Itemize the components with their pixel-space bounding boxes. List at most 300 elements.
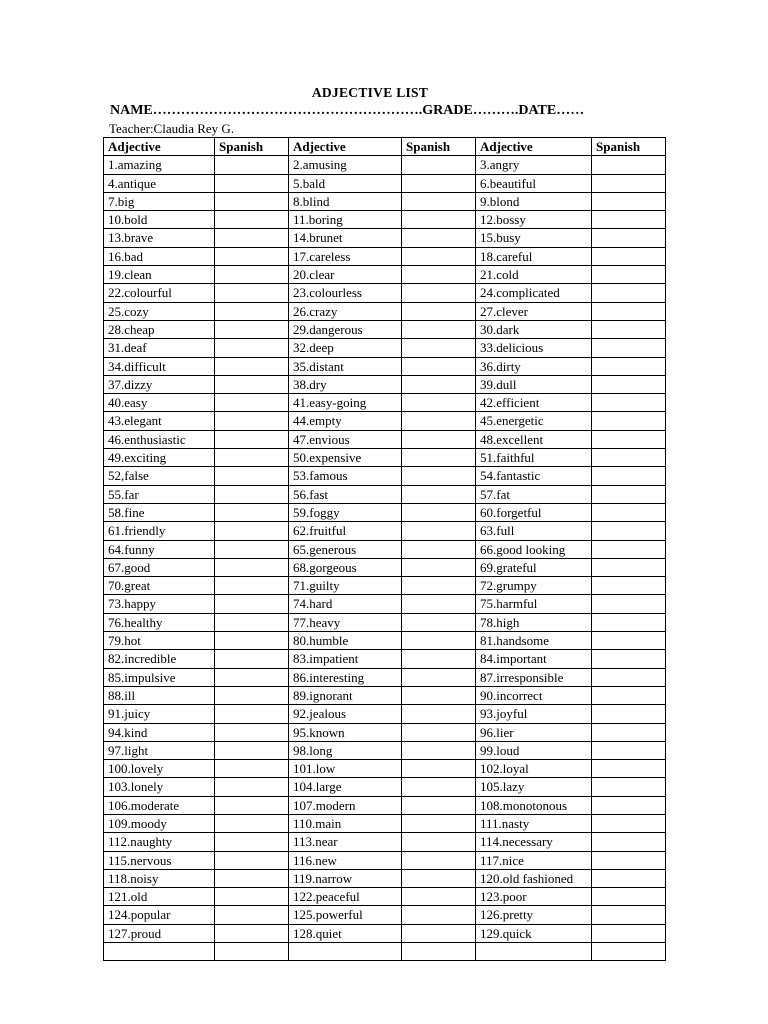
adjective-cell: 88.ill [104,686,215,704]
table-row [104,632,666,650]
spanish-answer-cell[interactable] [402,906,476,924]
spanish-answer-cell[interactable] [592,503,666,521]
spanish-answer-cell[interactable] [592,284,666,302]
adjective-cell: 108.monotonous [476,796,592,814]
adjective-cell: 26.crazy [289,302,402,320]
table-row [104,540,666,558]
adjective-cell: 74.hard [289,595,402,613]
adjective-cell: 42.efficient [476,394,592,412]
spanish-answer-cell[interactable] [402,266,476,284]
adjective-cell: 67.good [104,558,215,576]
spanish-answer-cell[interactable] [402,375,476,393]
adjective-cell: 128.quiet [289,924,402,942]
adjective-cell: 18.careful [476,247,592,265]
table-row [104,906,666,924]
spanish-answer-cell[interactable] [402,540,476,558]
spanish-answer-cell[interactable] [215,814,289,832]
table-row [104,650,666,668]
spanish-answer-cell[interactable] [215,503,289,521]
adjective-cell: 111.nasty [476,814,592,832]
spanish-answer-cell[interactable] [215,613,289,631]
adjective-cell: 122.peaceful [289,888,402,906]
adjective-cell: 75.harmful [476,595,592,613]
table-row [104,668,666,686]
spanish-answer-cell[interactable] [215,723,289,741]
adjective-cell: 34.difficult [104,357,215,375]
spanish-answer-cell[interactable] [402,284,476,302]
adjective-cell: 37.dizzy [104,375,215,393]
adjective-cell: 1.amazing [104,156,215,174]
spanish-answer-cell[interactable] [592,467,666,485]
spanish-answer-cell[interactable] [215,650,289,668]
table-row [104,284,666,302]
spanish-answer-cell[interactable] [402,760,476,778]
spanish-answer-cell[interactable] [592,869,666,887]
table-row [104,485,666,503]
spanish-answer-cell[interactable] [215,485,289,503]
adjective-cell: 64.funny [104,540,215,558]
spanish-answer-cell[interactable] [215,394,289,412]
adjective-cell: 6.beautiful [476,174,592,192]
adjective-cell: 93.joyful [476,705,592,723]
adjective-cell: 19.clean [104,266,215,284]
adjective-cell: 24.complicated [476,284,592,302]
spanish-answer-cell[interactable] [215,869,289,887]
spanish-answer-cell[interactable] [402,302,476,320]
adjective-cell: 30.dark [476,320,592,338]
table-row [104,741,666,759]
spanish-answer-cell[interactable] [215,668,289,686]
spanish-answer-cell[interactable] [215,851,289,869]
spanish-answer-cell[interactable] [215,595,289,613]
spanish-answer-cell[interactable] [215,943,289,961]
adjective-cell: 12.bossy [476,211,592,229]
spanish-answer-cell[interactable] [215,302,289,320]
spanish-answer-cell[interactable] [215,540,289,558]
spanish-answer-cell[interactable] [592,778,666,796]
spanish-answer-cell[interactable] [402,778,476,796]
spanish-answer-cell[interactable] [215,558,289,576]
spanish-answer-cell[interactable] [592,266,666,284]
spanish-answer-cell[interactable] [215,888,289,906]
spanish-answer-cell[interactable] [215,430,289,448]
table-row [104,192,666,210]
adjective-cell: 13.brave [104,229,215,247]
adjective-cell: 2.amusing [289,156,402,174]
spanish-answer-cell[interactable] [592,485,666,503]
spanish-answer-cell[interactable] [402,174,476,192]
spanish-answer-cell[interactable] [215,449,289,467]
spanish-answer-cell[interactable] [402,394,476,412]
adjective-cell: 5.bald [289,174,402,192]
spanish-answer-cell[interactable] [402,686,476,704]
adjective-cell: 97.light [104,741,215,759]
adjective-cell: 44.empty [289,412,402,430]
spanish-answer-cell[interactable] [402,247,476,265]
spanish-answer-cell[interactable] [215,247,289,265]
spanish-answer-cell[interactable] [592,796,666,814]
adjective-cell: 45.energetic [476,412,592,430]
adjective-cell: 90.incorrect [476,686,592,704]
spanish-answer-cell[interactable] [215,211,289,229]
spanish-answer-cell[interactable] [592,814,666,832]
adjective-cell: 31.deaf [104,339,215,357]
table-row [104,705,666,723]
table-row [104,760,666,778]
adjective-cell: 22.colourful [104,284,215,302]
spanish-answer-cell[interactable] [402,924,476,942]
adjective-cell: 33.delicious [476,339,592,357]
adjective-cell: 100.lovely [104,760,215,778]
adjective-cell: 78.high [476,613,592,631]
adjective-cell: 57.fat [476,485,592,503]
spanish-answer-cell[interactable] [402,558,476,576]
table-row [104,869,666,887]
adjective-cell: 10.bold [104,211,215,229]
adjective-cell: 116.new [289,851,402,869]
spanish-answer-cell[interactable] [215,229,289,247]
spanish-answer-cell[interactable] [402,869,476,887]
spanish-answer-cell[interactable] [402,888,476,906]
table-row [104,924,666,942]
spanish-answer-cell[interactable] [402,339,476,357]
adjective-cell: 123.poor [476,888,592,906]
adjective-cell: 81.handsome [476,632,592,650]
spanish-answer-cell[interactable] [215,924,289,942]
adjective-cell: 28.cheap [104,320,215,338]
spanish-answer-cell[interactable] [402,650,476,668]
spanish-answer-cell[interactable] [592,357,666,375]
spanish-answer-cell[interactable] [592,192,666,210]
spanish-answer-cell[interactable] [592,302,666,320]
adjective-cell: 76.healthy [104,613,215,631]
adjective-cell: 99.loud [476,741,592,759]
adjective-cell: 66.good looking [476,540,592,558]
adjective-cell: 83.impatient [289,650,402,668]
spanish-answer-cell[interactable] [215,375,289,393]
adjective-cell: 56.fast [289,485,402,503]
adjective-cell: 82.incredible [104,650,215,668]
adjective-cell: 41.easy-going [289,394,402,412]
adjective-cell: 92.jealous [289,705,402,723]
spanish-answer-cell[interactable] [215,796,289,814]
table-row [104,613,666,631]
spanish-answer-cell[interactable] [402,814,476,832]
spanish-answer-cell[interactable] [215,174,289,192]
adjective-cell: 68.gorgeous [289,558,402,576]
adjective-cell: 126.pretty [476,906,592,924]
adjective-cell: 8.blind [289,192,402,210]
column-header-spanish: Spanish [592,138,666,156]
adjective-cell: 77.heavy [289,613,402,631]
adjective-cell: 25.cozy [104,302,215,320]
adjective-cell: 16.bad [104,247,215,265]
table-row [104,522,666,540]
spanish-answer-cell[interactable] [592,320,666,338]
adjective-cell: 39.dull [476,375,592,393]
table-row [104,577,666,595]
adjective-cell: 3.angry [476,156,592,174]
spanish-answer-cell[interactable] [402,796,476,814]
adjective-cell [476,943,592,961]
adjective-cell: 23.colourless [289,284,402,302]
adjective-cell: 65.generous [289,540,402,558]
table-row [104,247,666,265]
spanish-answer-cell[interactable] [402,229,476,247]
spanish-answer-cell[interactable] [402,485,476,503]
spanish-answer-cell[interactable] [592,211,666,229]
spanish-answer-cell[interactable] [402,833,476,851]
adjective-cell: 94.kind [104,723,215,741]
adjective-cell: 84.important [476,650,592,668]
adjective-table [103,137,666,961]
table-row [104,156,666,174]
table-row [104,943,666,961]
adjective-cell: 58.fine [104,503,215,521]
table-row [104,888,666,906]
spanish-answer-cell[interactable] [215,778,289,796]
spanish-answer-cell[interactable] [592,412,666,430]
adjective-cell: 95.known [289,723,402,741]
adjective-cell: 50.expensive [289,449,402,467]
spanish-answer-cell[interactable] [592,833,666,851]
spanish-answer-cell[interactable] [215,266,289,284]
adjective-cell: 20.clear [289,266,402,284]
adjective-cell: 125.powerful [289,906,402,924]
spanish-answer-cell[interactable] [592,558,666,576]
spanish-answer-cell[interactable] [592,705,666,723]
spanish-answer-cell[interactable] [592,449,666,467]
table-row [104,833,666,851]
spanish-answer-cell[interactable] [215,906,289,924]
spanish-answer-cell[interactable] [215,467,289,485]
spanish-answer-cell[interactable] [402,668,476,686]
adjective-cell: 72.grumpy [476,577,592,595]
adjective-cell: 53.famous [289,467,402,485]
adjective-cell: 49.exciting [104,449,215,467]
spanish-answer-cell[interactable] [215,339,289,357]
spanish-answer-cell[interactable] [402,741,476,759]
spanish-answer-cell[interactable] [402,412,476,430]
spanish-answer-cell[interactable] [592,577,666,595]
table-row [104,796,666,814]
adjective-cell: 43.elegant [104,412,215,430]
adjective-cell: 91.juicy [104,705,215,723]
spanish-answer-cell[interactable] [215,632,289,650]
spanish-answer-cell[interactable] [592,375,666,393]
adjective-cell [104,943,215,961]
table-row [104,467,666,485]
adjective-cell: 109.moody [104,814,215,832]
spanish-answer-cell[interactable] [592,394,666,412]
adjective-cell: 85.impulsive [104,668,215,686]
adjective-cell: 51.faithful [476,449,592,467]
spanish-answer-cell[interactable] [592,924,666,942]
spanish-answer-cell[interactable] [402,467,476,485]
adjective-cell: 124.popular [104,906,215,924]
spanish-answer-cell[interactable] [592,595,666,613]
spanish-answer-cell[interactable] [402,211,476,229]
adjective-cell: 102.loyal [476,760,592,778]
adjective-cell: 11.boring [289,211,402,229]
adjective-cell: 71.guilty [289,577,402,595]
spanish-answer-cell[interactable] [402,851,476,869]
adjective-cell: 59.foggy [289,503,402,521]
adjective-cell: 79.hot [104,632,215,650]
spanish-answer-cell[interactable] [402,632,476,650]
table-row [104,851,666,869]
spanish-answer-cell[interactable] [215,705,289,723]
spanish-answer-cell[interactable] [592,668,666,686]
table-row [104,595,666,613]
adjective-cell: 73.happy [104,595,215,613]
spanish-answer-cell[interactable] [215,760,289,778]
teacher-line: Teacher:Claudia Rey G. [109,121,235,136]
spanish-answer-cell[interactable] [592,247,666,265]
spanish-answer-cell[interactable] [592,632,666,650]
column-header-spanish: Spanish [402,138,476,156]
table-row [104,558,666,576]
adjective-cell: 70.great [104,577,215,595]
adjective-cell: 17.careless [289,247,402,265]
column-header-adjective: Adjective [476,138,592,156]
adjective-cell: 27.clever [476,302,592,320]
table-body [104,156,666,961]
spanish-answer-cell[interactable] [215,320,289,338]
table-row [104,430,666,448]
adjective-cell: 121.old [104,888,215,906]
spanish-answer-cell[interactable] [402,943,476,961]
document-title: ADJECTIVE LIST [311,85,429,100]
table-row [104,686,666,704]
spanish-answer-cell[interactable] [592,686,666,704]
column-header-adjective: Adjective [104,138,215,156]
adjective-cell: 119.narrow [289,869,402,887]
adjective-cell: 127.proud [104,924,215,942]
spanish-answer-cell[interactable] [592,613,666,631]
adjective-cell: 29.dangerous [289,320,402,338]
spanish-answer-cell[interactable] [402,613,476,631]
spanish-answer-cell[interactable] [592,229,666,247]
table-row [104,394,666,412]
spanish-answer-cell[interactable] [215,686,289,704]
spanish-answer-cell[interactable] [592,741,666,759]
table-row [104,174,666,192]
adjective-cell: 62.fruitful [289,522,402,540]
spanish-answer-cell[interactable] [592,906,666,924]
adjective-cell: 101.low [289,760,402,778]
adjective-cell: 21.cold [476,266,592,284]
adjective-cell: 106.moderate [104,796,215,814]
spanish-answer-cell[interactable] [592,339,666,357]
adjective-cell: 69.grateful [476,558,592,576]
spanish-answer-cell[interactable] [592,943,666,961]
spanish-answer-cell[interactable] [592,650,666,668]
spanish-answer-cell[interactable] [402,192,476,210]
table-row [104,375,666,393]
adjective-cell: 4.antique [104,174,215,192]
table-row [104,357,666,375]
table-row [104,412,666,430]
table-row [104,320,666,338]
spanish-answer-cell[interactable] [402,595,476,613]
spanish-answer-cell[interactable] [402,320,476,338]
spanish-answer-cell[interactable] [215,156,289,174]
table-row [104,503,666,521]
spanish-answer-cell[interactable] [215,833,289,851]
adjective-cell: 104.large [289,778,402,796]
adjective-cell: 89.ignorant [289,686,402,704]
spanish-answer-cell[interactable] [592,156,666,174]
spanish-answer-cell[interactable] [402,503,476,521]
adjective-cell: 120.old fashioned [476,869,592,887]
spanish-answer-cell[interactable] [215,357,289,375]
adjective-cell: 48.excellent [476,430,592,448]
adjective-cell: 80.humble [289,632,402,650]
table-row [104,211,666,229]
spanish-answer-cell[interactable] [592,760,666,778]
spanish-answer-cell[interactable] [215,192,289,210]
spanish-answer-cell[interactable] [215,284,289,302]
adjective-cell: 55.far [104,485,215,503]
spanish-answer-cell[interactable] [592,723,666,741]
spanish-answer-cell[interactable] [402,705,476,723]
spanish-answer-cell[interactable] [215,412,289,430]
table-header-row [104,138,666,156]
adjective-cell: 63.full [476,522,592,540]
adjective-cell: 105.lazy [476,778,592,796]
spanish-answer-cell[interactable] [215,577,289,595]
spanish-answer-cell[interactable] [592,851,666,869]
table-row [104,778,666,796]
adjective-cell: 9.blond [476,192,592,210]
spanish-answer-cell[interactable] [592,888,666,906]
table-row [104,302,666,320]
table-row [104,229,666,247]
adjective-cell: 113.near [289,833,402,851]
adjective-cell: 98.long [289,741,402,759]
adjective-cell: 54.fantastic [476,467,592,485]
spanish-answer-cell[interactable] [592,430,666,448]
adjective-cell: 46.enthusiastic [104,430,215,448]
table-row [104,723,666,741]
spanish-answer-cell[interactable] [215,741,289,759]
spanish-answer-cell[interactable] [402,577,476,595]
adjective-cell: 118.noisy [104,869,215,887]
spanish-answer-cell[interactable] [402,723,476,741]
spanish-answer-cell[interactable] [402,430,476,448]
spanish-answer-cell[interactable] [402,156,476,174]
table-row [104,449,666,467]
spanish-answer-cell[interactable] [215,522,289,540]
spanish-answer-cell[interactable] [402,449,476,467]
adjective-cell: 114.necessary [476,833,592,851]
adjective-cell: 60.forgetful [476,503,592,521]
adjective-cell: 35.distant [289,357,402,375]
adjective-cell: 96.lier [476,723,592,741]
adjective-cell: 52,false [104,467,215,485]
spanish-answer-cell[interactable] [402,357,476,375]
adjective-cell: 36.dirty [476,357,592,375]
adjective-cell: 107.modern [289,796,402,814]
spanish-answer-cell[interactable] [592,540,666,558]
adjective-cell: 110.main [289,814,402,832]
spanish-answer-cell[interactable] [402,522,476,540]
adjective-cell: 7.big [104,192,215,210]
adjective-cell: 47.envious [289,430,402,448]
spanish-answer-cell[interactable] [592,174,666,192]
spanish-answer-cell[interactable] [592,522,666,540]
